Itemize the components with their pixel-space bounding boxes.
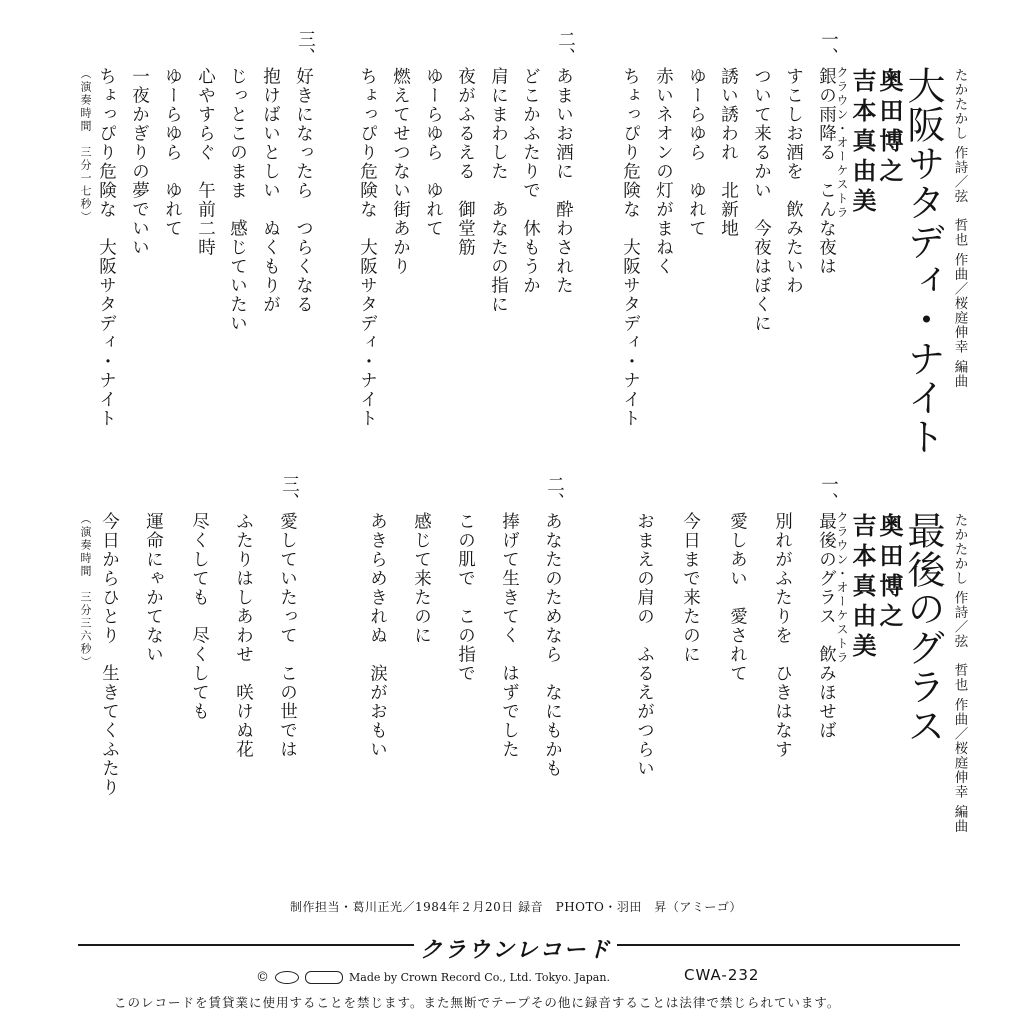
play-time: （演奏時間 三分三六秒） bbox=[79, 513, 92, 669]
play-time: （演奏時間 三分一七秒） bbox=[79, 68, 92, 224]
lyric-line: ちょっぴり危険な 大阪サタディ・ナイト bbox=[357, 67, 378, 428]
lyric-line: ついて来るかい 今夜はぼくに bbox=[751, 67, 772, 333]
lyric-line: 誘い誘われ 北新地 bbox=[718, 67, 739, 238]
crown-record-logo: クラウンレコード bbox=[414, 933, 617, 964]
rental-warning: このレコードを賃貸業に使用することを禁じます。また無断でテープその他に録音することは法律で禁じられています。 bbox=[114, 995, 841, 1010]
lyric-line: ちょっぴり危険な 大阪サタディ・ナイト bbox=[620, 67, 641, 428]
lyric-line: 肩にまわした あなたの指に bbox=[488, 67, 509, 314]
song-credits: たかたかし 作詩／弦 哲也 作曲／桜庭伸幸 編曲 bbox=[951, 68, 968, 389]
singer-name: 吉本真由美 bbox=[848, 513, 877, 663]
lyric-line: この肌で この指で bbox=[455, 512, 476, 683]
song-title: 大阪サタディ・ナイト bbox=[901, 66, 945, 456]
verse-number: 三、 bbox=[295, 30, 316, 65]
lyric-line: 最後のグラス 飲みほせば bbox=[816, 512, 837, 740]
lyric-line: ふたりはしあわせ 咲けぬ花 bbox=[233, 512, 254, 759]
crown-emblem-icon bbox=[275, 971, 299, 984]
production-note: 制作担当・葛川正光／1984年２月20日 録音 PHOTO・羽田 昇（アミーゴ） bbox=[290, 900, 742, 914]
lyric-line: 今日まで来たのに bbox=[680, 512, 701, 664]
lyric-line: じっとこのまま 感じていたい bbox=[227, 67, 248, 333]
lyric-line: 感じて来たのに bbox=[411, 512, 432, 645]
lyric-line: どこかふたりで 休もうか bbox=[520, 67, 541, 295]
manufacturer-row bbox=[256, 970, 610, 985]
lyric-line: 抱けばいとしい ぬくもりが bbox=[260, 67, 281, 314]
singer-name: 奥田博之 bbox=[875, 68, 904, 188]
made-by-text: Made by Crown Record Co., Ltd. Tokyo. Japan. bbox=[349, 971, 610, 984]
lyric-line: 好きになったら つらくなる bbox=[293, 67, 314, 314]
lyric-line: ゆーらゆら ゆれて bbox=[423, 67, 444, 238]
lyric-line: 別れがふたりを ひきはなす bbox=[772, 512, 793, 759]
lyric-line: 今日からひとり 生きてくふたり bbox=[99, 512, 120, 797]
label-emblem-icon bbox=[305, 971, 343, 984]
lyric-line: あなたのためなら なにもかも bbox=[542, 512, 563, 778]
lyric-line: あきらめきれぬ 涙がおもい bbox=[367, 512, 388, 759]
verse-number: 三、 bbox=[279, 475, 300, 510]
lyric-line: おまえの肩の ふるえがつらい bbox=[634, 512, 655, 778]
verse-number: 一、 bbox=[818, 475, 839, 510]
lyric-line: 運命にゃかてない bbox=[143, 512, 164, 664]
lyric-line: ゆーらゆら ゆれて bbox=[686, 67, 707, 238]
lyric-line: 赤いネオンの灯がまねく bbox=[653, 67, 674, 276]
band-name: クラウン・オーケストラ bbox=[835, 511, 849, 665]
catalog-number: CWA-232 bbox=[684, 966, 760, 984]
lyric-line: 燃えてせつない街あかり bbox=[390, 67, 411, 276]
lyric-line: あまいお酒に 酔わされた bbox=[553, 67, 574, 295]
lyric-line: ゆーらゆら ゆれて bbox=[162, 67, 183, 238]
singer-name: 奥田博之 bbox=[875, 513, 904, 633]
song-title: 最後のグラス bbox=[901, 511, 945, 745]
lyric-line: ちょっぴり危険な 大阪サタディ・ナイト bbox=[96, 67, 117, 428]
lyric-line: 一夜かぎりの夢でいい bbox=[129, 67, 150, 257]
band-name: クラウン・オーケストラ bbox=[835, 66, 849, 220]
singer-name: 吉本真由美 bbox=[848, 68, 877, 218]
lyric-line: 捧げて生きてく はずでした bbox=[499, 512, 520, 759]
lyric-line: 銀の雨降る こんな夜は bbox=[816, 67, 837, 276]
song-credits: たかたかし 作詩／弦 哲也 作曲／桜庭伸幸 編曲 bbox=[951, 513, 968, 834]
copyright-icon: © bbox=[256, 970, 269, 985]
verse-number: 二、 bbox=[544, 475, 565, 510]
lyric-line: 夜がふるえる 御堂筋 bbox=[455, 67, 476, 257]
verse-number: 二、 bbox=[555, 30, 576, 65]
lyric-line: 愛していたって この世では bbox=[277, 512, 298, 759]
verse-number: 一、 bbox=[818, 30, 839, 65]
lyric-line: 愛しあい 愛されて bbox=[727, 512, 748, 683]
lyric-line: すこしお酒を 飲みたいわ bbox=[783, 67, 804, 295]
lyric-line: 心やすらぐ 午前二時 bbox=[195, 67, 216, 257]
lyric-line: 尽くしても 尽くしても bbox=[189, 512, 210, 721]
